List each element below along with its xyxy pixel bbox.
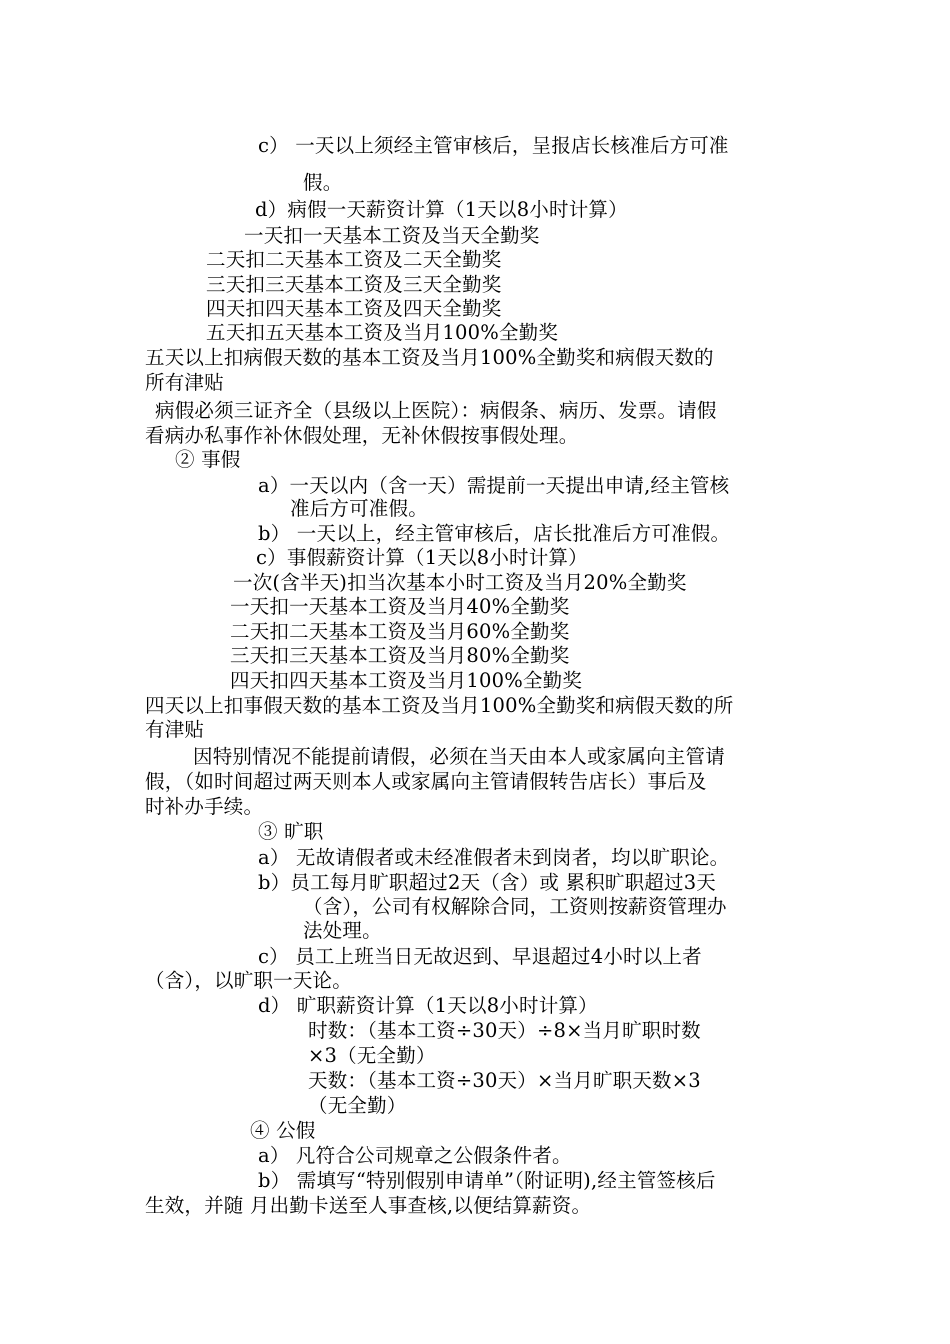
text-line: 五天扣五天基本工资及当月100%全勤奖 <box>206 321 559 344</box>
text-line: 二天扣二天基本工资及当月60%全勤奖 <box>230 620 570 643</box>
text-line: 看病办私事作补休假处理，无补休假按事假处理。 <box>145 424 579 447</box>
text-line: a） 无故请假者或未经准假者未到岗者，均以旷职论。 <box>258 846 730 869</box>
text-line: 生效，并随 月出勤卡送至人事查核,以便结算薪资。 <box>145 1194 592 1217</box>
text-line: 五天以上扣病假天数的基本工资及当月100%全勤奖和病假天数的 <box>145 346 714 369</box>
text-line: 三天扣三天基本工资及当月80%全勤奖 <box>230 644 570 667</box>
text-line: 有津贴 <box>145 718 205 741</box>
text-line: 一天扣一天基本工资及当天全勤奖 <box>244 224 540 247</box>
text-line: c） 员工上班当日无故迟到、早退超过4小时以上者 <box>258 945 702 968</box>
text-line: c）事假薪资计算（1天以8小时计算） <box>256 546 588 569</box>
formula-line: （无全勤） <box>308 1094 407 1117</box>
text-line: 准后方可准假。 <box>290 497 428 520</box>
text-line: 时补办手续。 <box>145 795 264 818</box>
text-line: b） 一天以上，经主管审核后，店长批准后方可准假。 <box>258 522 731 545</box>
text-line: 病假必须三证齐全（县级以上医院）：病假条、病历、发票。请假 <box>155 399 717 422</box>
section-heading: ③ 旷职 <box>258 820 324 843</box>
formula-line: ×3（无全勤） <box>308 1044 436 1067</box>
text-line: a） 凡符合公司规章之公假条件者。 <box>258 1144 572 1167</box>
text-line: 假，（如时间超过两天则本人或家属向主管请假转告店长）事后及 <box>145 770 707 793</box>
text-line: （含），以旷职一天论。 <box>145 969 352 992</box>
text-line: c） 一天以上须经主管审核后，呈报店长核准后方可准 <box>258 134 729 157</box>
section-heading: ② 事假 <box>175 448 241 471</box>
text-line: b） 需填写“特别假别申请单”（附证明),经主管签核后 <box>258 1169 716 1192</box>
text-line: 四天扣四天基本工资及当月100%全勤奖 <box>230 669 583 692</box>
text-line: 四天以上扣事假天数的基本工资及当月100%全勤奖和病假天数的所 <box>145 694 734 717</box>
text-line: 因特别情况不能提前请假，必须在当天由本人或家属向主管请 <box>193 745 725 768</box>
text-line: d） 旷职薪资计算（1天以8小时计算） <box>258 994 598 1017</box>
text-line: a）一天以内（含一天）需提前一天提出申请,经主管核 <box>258 474 730 497</box>
text-line: 假。 <box>303 171 343 194</box>
formula-line: 天数：（基本工资÷30天）×当月旷职天数×3 <box>308 1069 701 1092</box>
text-line: 所有津贴 <box>145 371 224 394</box>
text-line: 一次(含半天)扣当次基本小时工资及当月20%全勤奖 <box>233 571 687 594</box>
text-line: （含），公司有权解除合同，工资则按薪资管理办 <box>303 895 727 918</box>
text-line: 四天扣四天基本工资及四天全勤奖 <box>206 297 502 320</box>
section-heading: ④ 公假 <box>250 1119 316 1142</box>
text-line: b）员工每月旷职超过2天（含）或 累积旷职超过3天 <box>258 871 716 894</box>
text-line: 一天扣一天基本工资及当月40%全勤奖 <box>230 595 570 618</box>
text-line: 法处理。 <box>303 919 382 942</box>
formula-line: 时数：（基本工资÷30天）÷8×当月旷职时数 <box>308 1019 701 1042</box>
text-line: 二天扣二天基本工资及二天全勤奖 <box>206 248 502 271</box>
text-line: 三天扣三天基本工资及三天全勤奖 <box>206 273 502 296</box>
text-line: d）病假一天薪资计算（1天以8小时计算） <box>255 198 628 221</box>
